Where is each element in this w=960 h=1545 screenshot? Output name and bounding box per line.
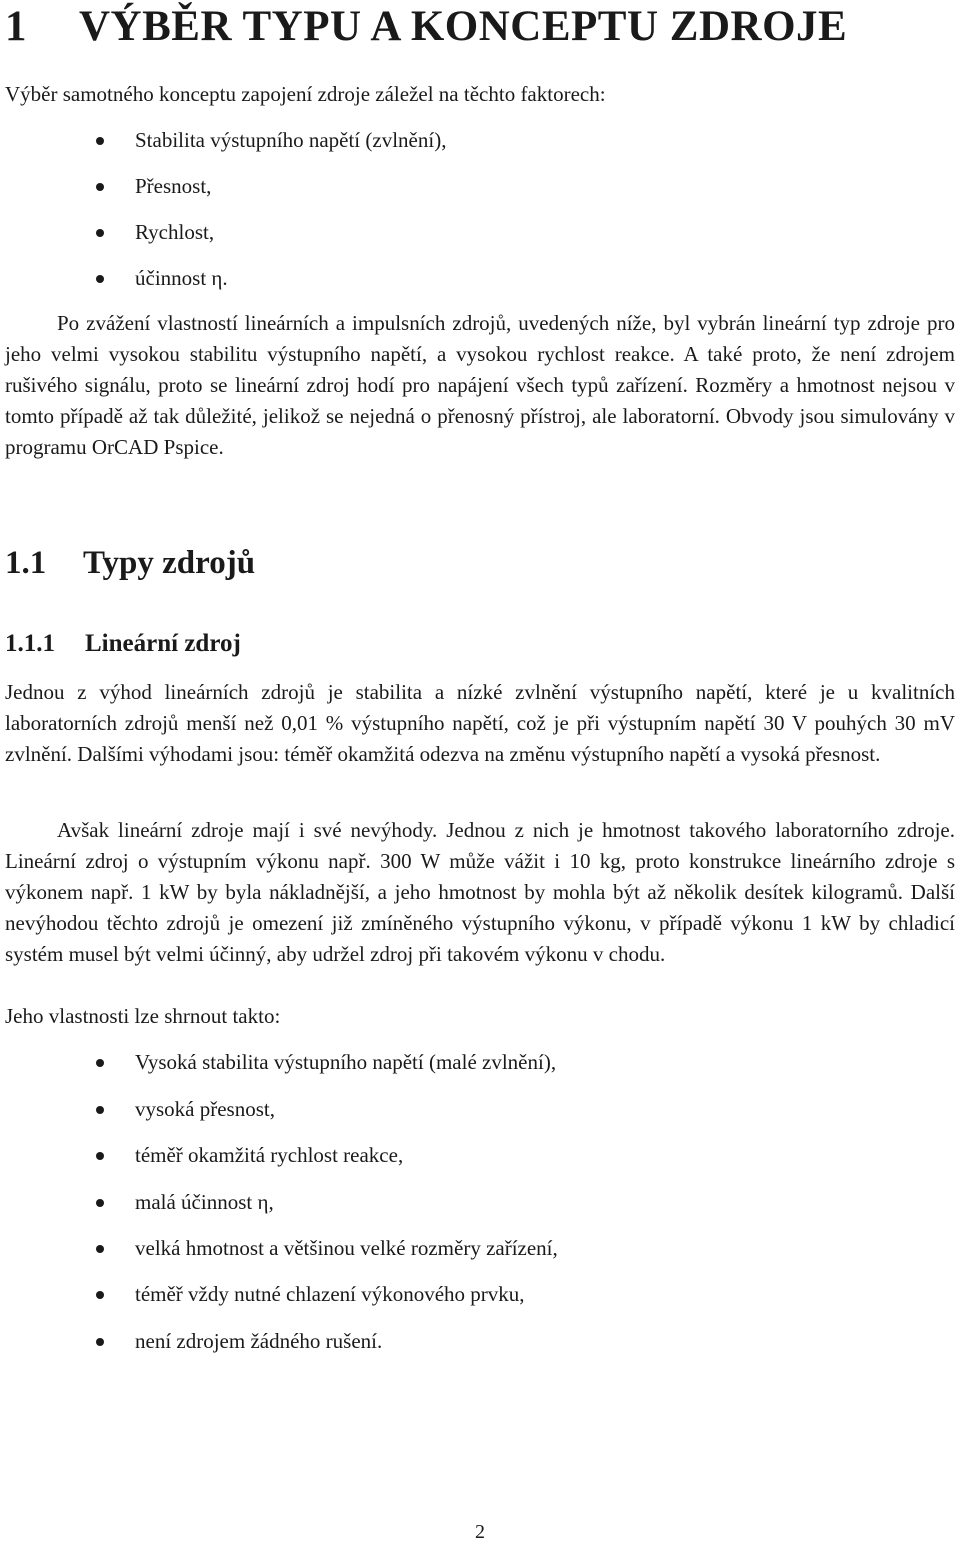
bullet-icon xyxy=(96,137,104,145)
bullet-icon xyxy=(96,1152,104,1160)
section-heading xyxy=(5,545,255,582)
section-number: 1.1 xyxy=(5,545,47,581)
property-list-item: vysoká přesnost, xyxy=(0,1094,900,1125)
chapter-heading xyxy=(5,2,847,51)
summary-intro-text: Jeho vlastnosti lze shrnout takto: xyxy=(5,1004,281,1028)
page-number: 2 xyxy=(475,1521,485,1543)
property-list-item: malá účinnost η, xyxy=(0,1187,900,1218)
factor-list-item: Přesnost, xyxy=(0,171,900,202)
bullet-icon xyxy=(96,1291,104,1299)
bullet-icon xyxy=(96,275,104,283)
paragraph-disadvantages: Avšak lineární zdroje mají i své nevýhody. Jednou z nich je hmotnost takového laboratorního zdroje. Lineární zdroj o výstupním výkonu např. 300 W může vážit i 10 kg, proto konstrukce lineárního zdroje s výkonem např. 1 kW by byla nákladnější, a jeho hmotnost by mohla být až několik desítek kilogramů. Další nevýhodou těchto zdrojů je omezení již zmíněného výstupního výkonu, v případě výkonu 1 kW by chladicí systém musel být velmi účinný, aby udržel zdroj při takovém výkonu v chodu. xyxy=(5,818,955,966)
paragraph-advantages: Jednou z výhod lineárních zdrojů je stabilita a nízké zvlnění výstupního napětí, které je u kvalitních laboratorních zdrojů menší než 0,01 % výstupního napětí, což je při výstupním napětí 30 V pouhých 30 mV zvlnění. Dalšími výhodami jsou: téměř okamžitá odezva na změnu výstupního napětí a vysoká přesnost. xyxy=(5,680,955,766)
chapter-number: 1 xyxy=(5,3,27,50)
bullet-icon xyxy=(96,1059,104,1067)
section-title: Typy zdrojů xyxy=(83,545,256,581)
bullet-icon xyxy=(96,1245,104,1253)
bullet-icon xyxy=(96,1106,104,1114)
factor-list-item: účinnost η. xyxy=(0,263,900,294)
chapter-title: VÝBĚR TYPU A KONCEPTU ZDROJE xyxy=(79,3,848,50)
subsection-title: Lineární zdroj xyxy=(85,630,241,657)
bullet-icon xyxy=(96,1199,104,1207)
factor-list-item: Stabilita výstupního napětí (zvlnění), xyxy=(0,125,900,156)
subsection-number: 1.1.1 xyxy=(5,630,55,657)
paragraph-selection-rationale: Po zvážení vlastností lineárních a impulsních zdrojů, uvedených níže, byl vybrán lineární typ zdroje pro jeho velmi vysokou stabilitu výstupního napětí, a vysokou rychlost reakce. A také proto, že není zdrojem rušivého signálu, proto se lineární zdroj hodí pro napájení všech typů zařízení. Rozměry a hmotnost nejsou v tomto případě až tak důležité, jelikož se nejedná o přenosný přístroj, ale laboratorní. Obvody jsou simulovány v programu OrCAD Pspice. xyxy=(5,311,955,459)
property-list-item: Vysoká stabilita výstupního napětí (malé zvlnění), xyxy=(0,1047,900,1078)
bullet-icon xyxy=(96,229,104,237)
bullet-icon xyxy=(96,1338,104,1346)
property-list-item: téměř vždy nutné chlazení výkonového prvku, xyxy=(0,1279,900,1310)
intro-text: Výběr samotného konceptu zapojení zdroje záležel na těchto faktorech: xyxy=(5,82,606,106)
property-list-item: téměř okamžitá rychlost reakce, xyxy=(0,1140,900,1171)
property-list-item: není zdrojem žádného rušení. xyxy=(0,1326,900,1357)
property-list-item: velká hmotnost a většinou velké rozměry zařízení, xyxy=(0,1233,900,1264)
bullet-icon xyxy=(96,183,104,191)
factor-list-item: Rychlost, xyxy=(0,217,900,248)
subsection-heading xyxy=(5,630,241,658)
